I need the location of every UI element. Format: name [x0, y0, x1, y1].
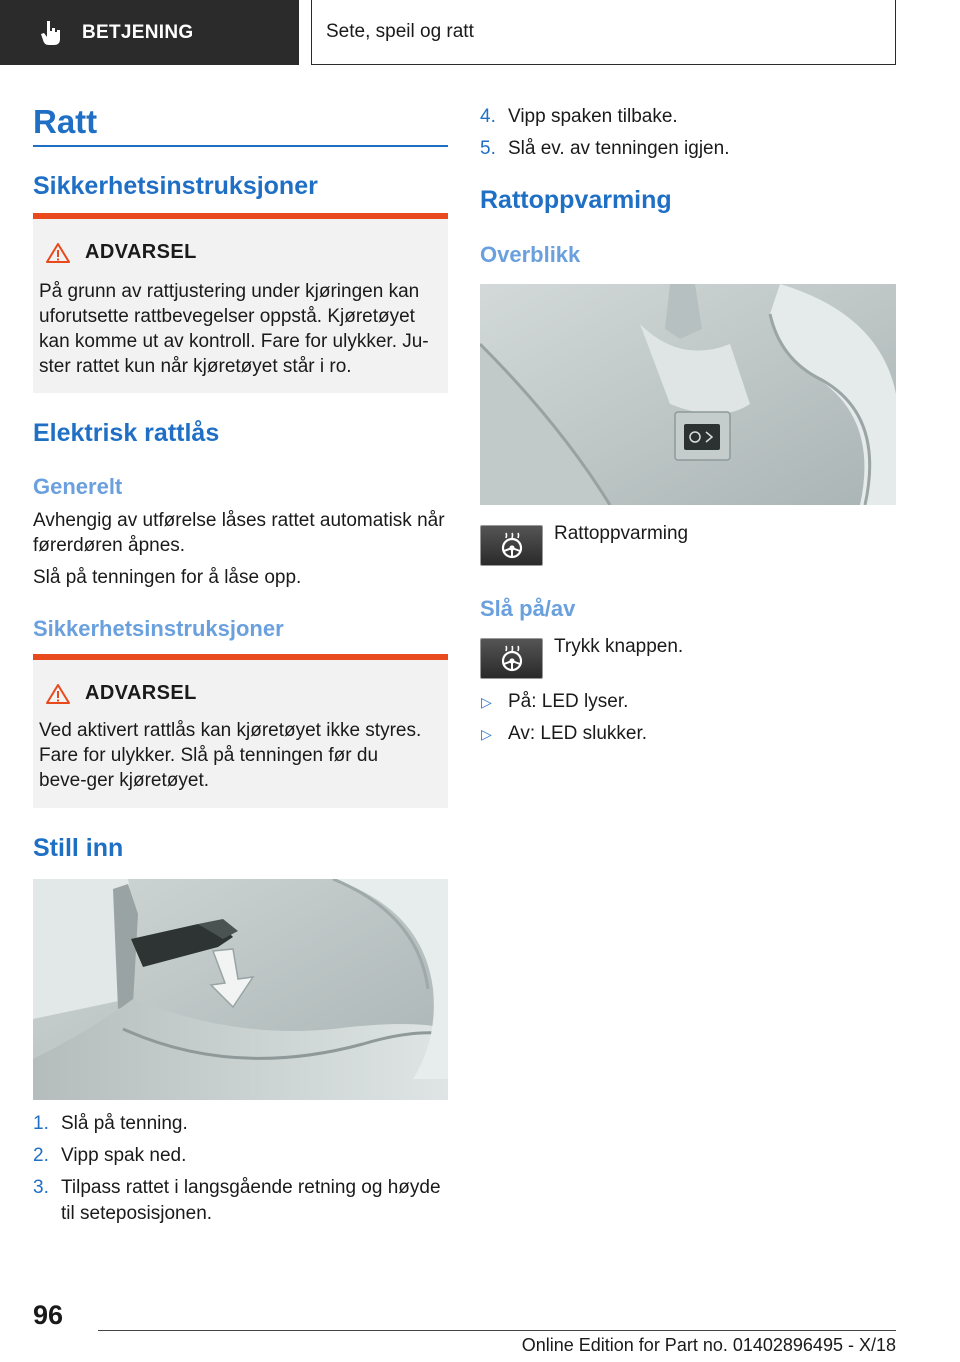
steering-lock-heading: Elektrisk rattlås	[33, 419, 220, 447]
warning-triangle-icon	[45, 242, 71, 264]
title-rule	[33, 145, 448, 147]
footer-rule	[98, 1330, 896, 1331]
list-item: ▷ Av: LED slukker.	[480, 721, 896, 747]
warning-text: På grunn av rattjustering under kjøringen kan uforutsette rattbevegelser oppstå. Kjøretøyet kan komme ut av kontroll. Fare for ulykker. Ju-ster rattet kun når kjøretøyet står i ro.	[39, 281, 429, 377]
warning-title: ADVARSEL	[85, 682, 197, 704]
overview-heading: Overblikk	[480, 242, 581, 267]
adjust-steps	[33, 1111, 448, 1233]
page-number: 96	[33, 1300, 64, 1330]
heating-heading: Rattoppvarming	[480, 186, 672, 214]
heating-button-illustration	[480, 284, 896, 505]
step-item: 3. Tilpass rattet i langsgående retning og høyde til seteposisjonen.	[33, 1177, 441, 1224]
hand-pointer-icon	[36, 18, 66, 48]
triangle-bullet-icon: ▷	[481, 726, 492, 742]
warning-box-1	[33, 213, 448, 393]
warning-text: Ved aktivert rattlås kan kjøretøyet ikke styres. Fare for ulykker. Slå på tenningen før du beve-ger kjøretøyet.	[39, 720, 422, 791]
chapter-tab	[311, 0, 896, 65]
list-item: ▷ På: LED lyser.	[480, 689, 896, 715]
steering-heat-button-image	[480, 525, 543, 566]
general-heading: Generelt	[33, 474, 123, 499]
step-item: 5. Slå ev. av tenningen igjen.	[480, 138, 730, 159]
press-button-text: Trykk knappen.	[554, 636, 684, 657]
step-item: 1. Slå på tenning.	[33, 1113, 188, 1134]
warning-triangle-icon	[45, 683, 71, 705]
general-paragraph-1: Avhengig av utførelse låses rattet automatisk når førerdøren åpnes.	[33, 510, 445, 556]
button-caption: Rattoppvarming	[554, 523, 689, 544]
edition-note: Online Edition for Part no. 01402896495 - X/18	[521, 1335, 896, 1355]
adjust-steps-continued	[480, 104, 896, 168]
step-item: 4. Vipp spaken tilbake.	[480, 106, 678, 127]
warning-box-2	[33, 654, 448, 808]
section-tab	[0, 0, 299, 65]
adjust-heading: Still inn	[33, 834, 124, 862]
triangle-bullet-icon: ▷	[481, 694, 492, 710]
safety-heading: Sikkerhetsinstruksjoner	[33, 172, 318, 200]
warning-title: ADVARSEL	[85, 241, 197, 263]
page-title: Ratt	[33, 103, 98, 140]
steering-heat-button-image	[480, 638, 543, 679]
heated-steering-wheel-icon	[497, 531, 527, 561]
onoff-heading: Slå på/av	[480, 596, 576, 621]
section-label: BETJENING	[82, 21, 194, 43]
step-item: 2. Vipp spak ned.	[33, 1145, 187, 1166]
chapter-label: Sete, speil og ratt	[326, 21, 474, 42]
heated-steering-wheel-icon	[497, 644, 527, 674]
general-paragraph-2: Slå på tenningen for å låse opp.	[33, 567, 302, 588]
led-status-list	[480, 689, 896, 753]
safety-heading-2: Sikkerhetsinstruksjoner	[33, 616, 284, 641]
steering-lever-illustration	[33, 879, 448, 1100]
